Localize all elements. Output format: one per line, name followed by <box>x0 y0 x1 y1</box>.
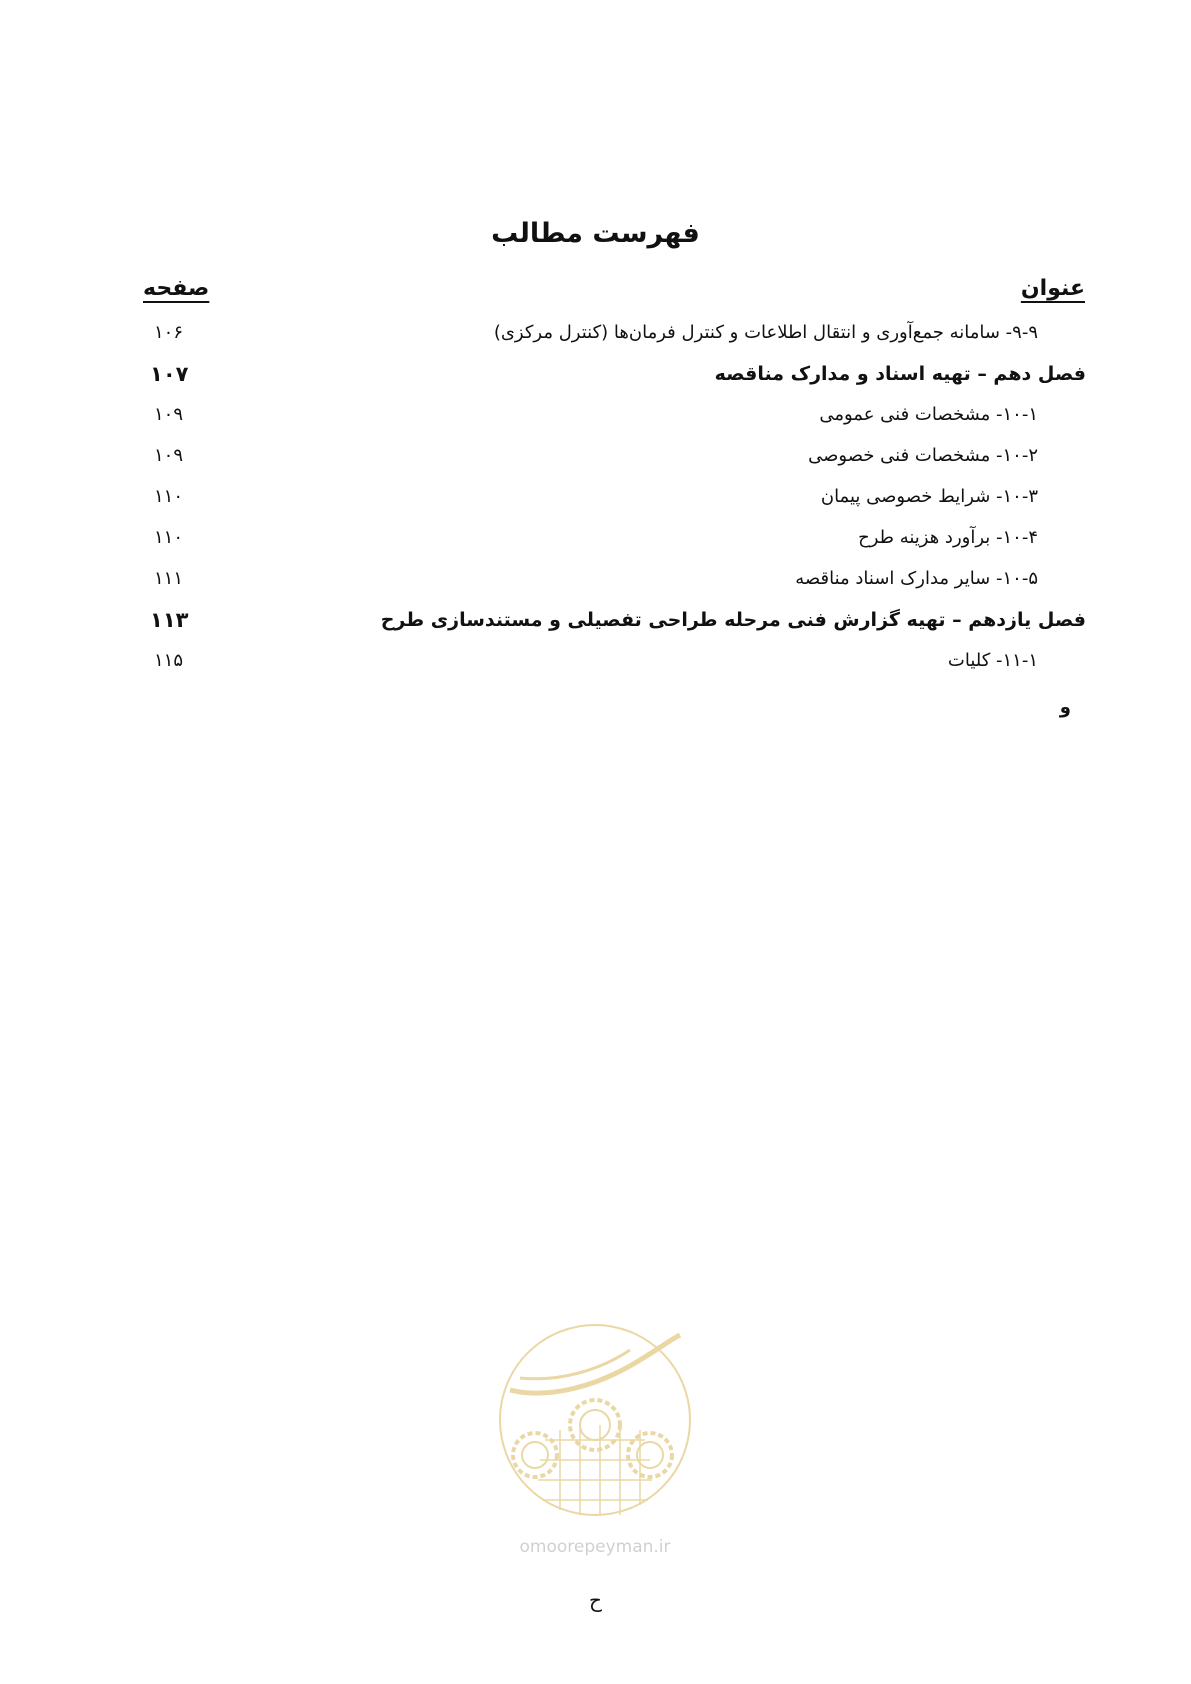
toc-entry-page: ۱۱۰ <box>154 527 184 548</box>
toc-entry[interactable] <box>140 646 1086 687</box>
watermark-url: omoorepeyman.ir <box>519 1537 671 1557</box>
toc-entry-title: ۱۰-۲- مشخصات فنی خصوصی <box>808 445 1038 466</box>
toc-chapter[interactable] <box>140 605 1086 646</box>
toc-entry-title: ۱۰-۵- سایر مدارک اسناد مناقصه <box>795 568 1038 589</box>
page-number: ح <box>589 1588 602 1612</box>
section-letter: و <box>1059 697 1071 718</box>
column-header-page: صفحه <box>143 276 210 301</box>
toc-chapter-page: ۱۱۳ <box>150 608 189 632</box>
toc-entry-page: ۱۰۹ <box>154 445 184 466</box>
column-header-title: عنوان <box>1020 276 1085 301</box>
toc-entry[interactable] <box>140 482 1086 523</box>
toc-entry[interactable] <box>140 400 1086 441</box>
toc-entry[interactable] <box>140 564 1086 605</box>
toc-entry[interactable] <box>140 318 1086 359</box>
toc-entry-title: ۱۰-۱- مشخصات فنی عمومی <box>819 404 1038 425</box>
toc-entry-page: ۱۰۶ <box>154 322 184 343</box>
page-title: فهرست مطالب <box>491 218 700 249</box>
toc-entry[interactable] <box>140 441 1086 482</box>
toc-entry-page: ۱۱۱ <box>154 568 184 589</box>
toc-entry[interactable] <box>140 523 1086 564</box>
toc-chapter[interactable] <box>140 359 1086 400</box>
toc-chapter-title: فصل یازدهم – تهیه گزارش فنی مرحله طراحی تفصیلی و مستندسازی طرح <box>380 609 1086 631</box>
toc-entry-page: ۱۰۹ <box>154 404 184 425</box>
table-of-contents <box>140 318 1086 687</box>
toc-entry-page: ۱۱۰ <box>154 486 184 507</box>
toc-entry-page: ۱۱۵ <box>154 650 184 671</box>
toc-chapter-title: فصل دهم – تهیه اسناد و مدارک مناقصه <box>714 363 1086 385</box>
toc-entry-title: ۹-۹- سامانه جمع‌آوری و انتقال اطلاعات و کنترل فرمان‌ها (کنترل مرکزی) <box>493 322 1038 343</box>
toc-entry-title: ۱۱-۱- کلیات <box>947 650 1038 671</box>
toc-chapter-page: ۱۰۷ <box>150 362 189 386</box>
toc-entry-title: ۱۰-۳- شرایط خصوصی پیمان <box>820 486 1038 507</box>
toc-entry-title: ۱۰-۴- برآورد هزینه طرح <box>858 527 1038 548</box>
watermark-logo-icon <box>490 1320 700 1565</box>
